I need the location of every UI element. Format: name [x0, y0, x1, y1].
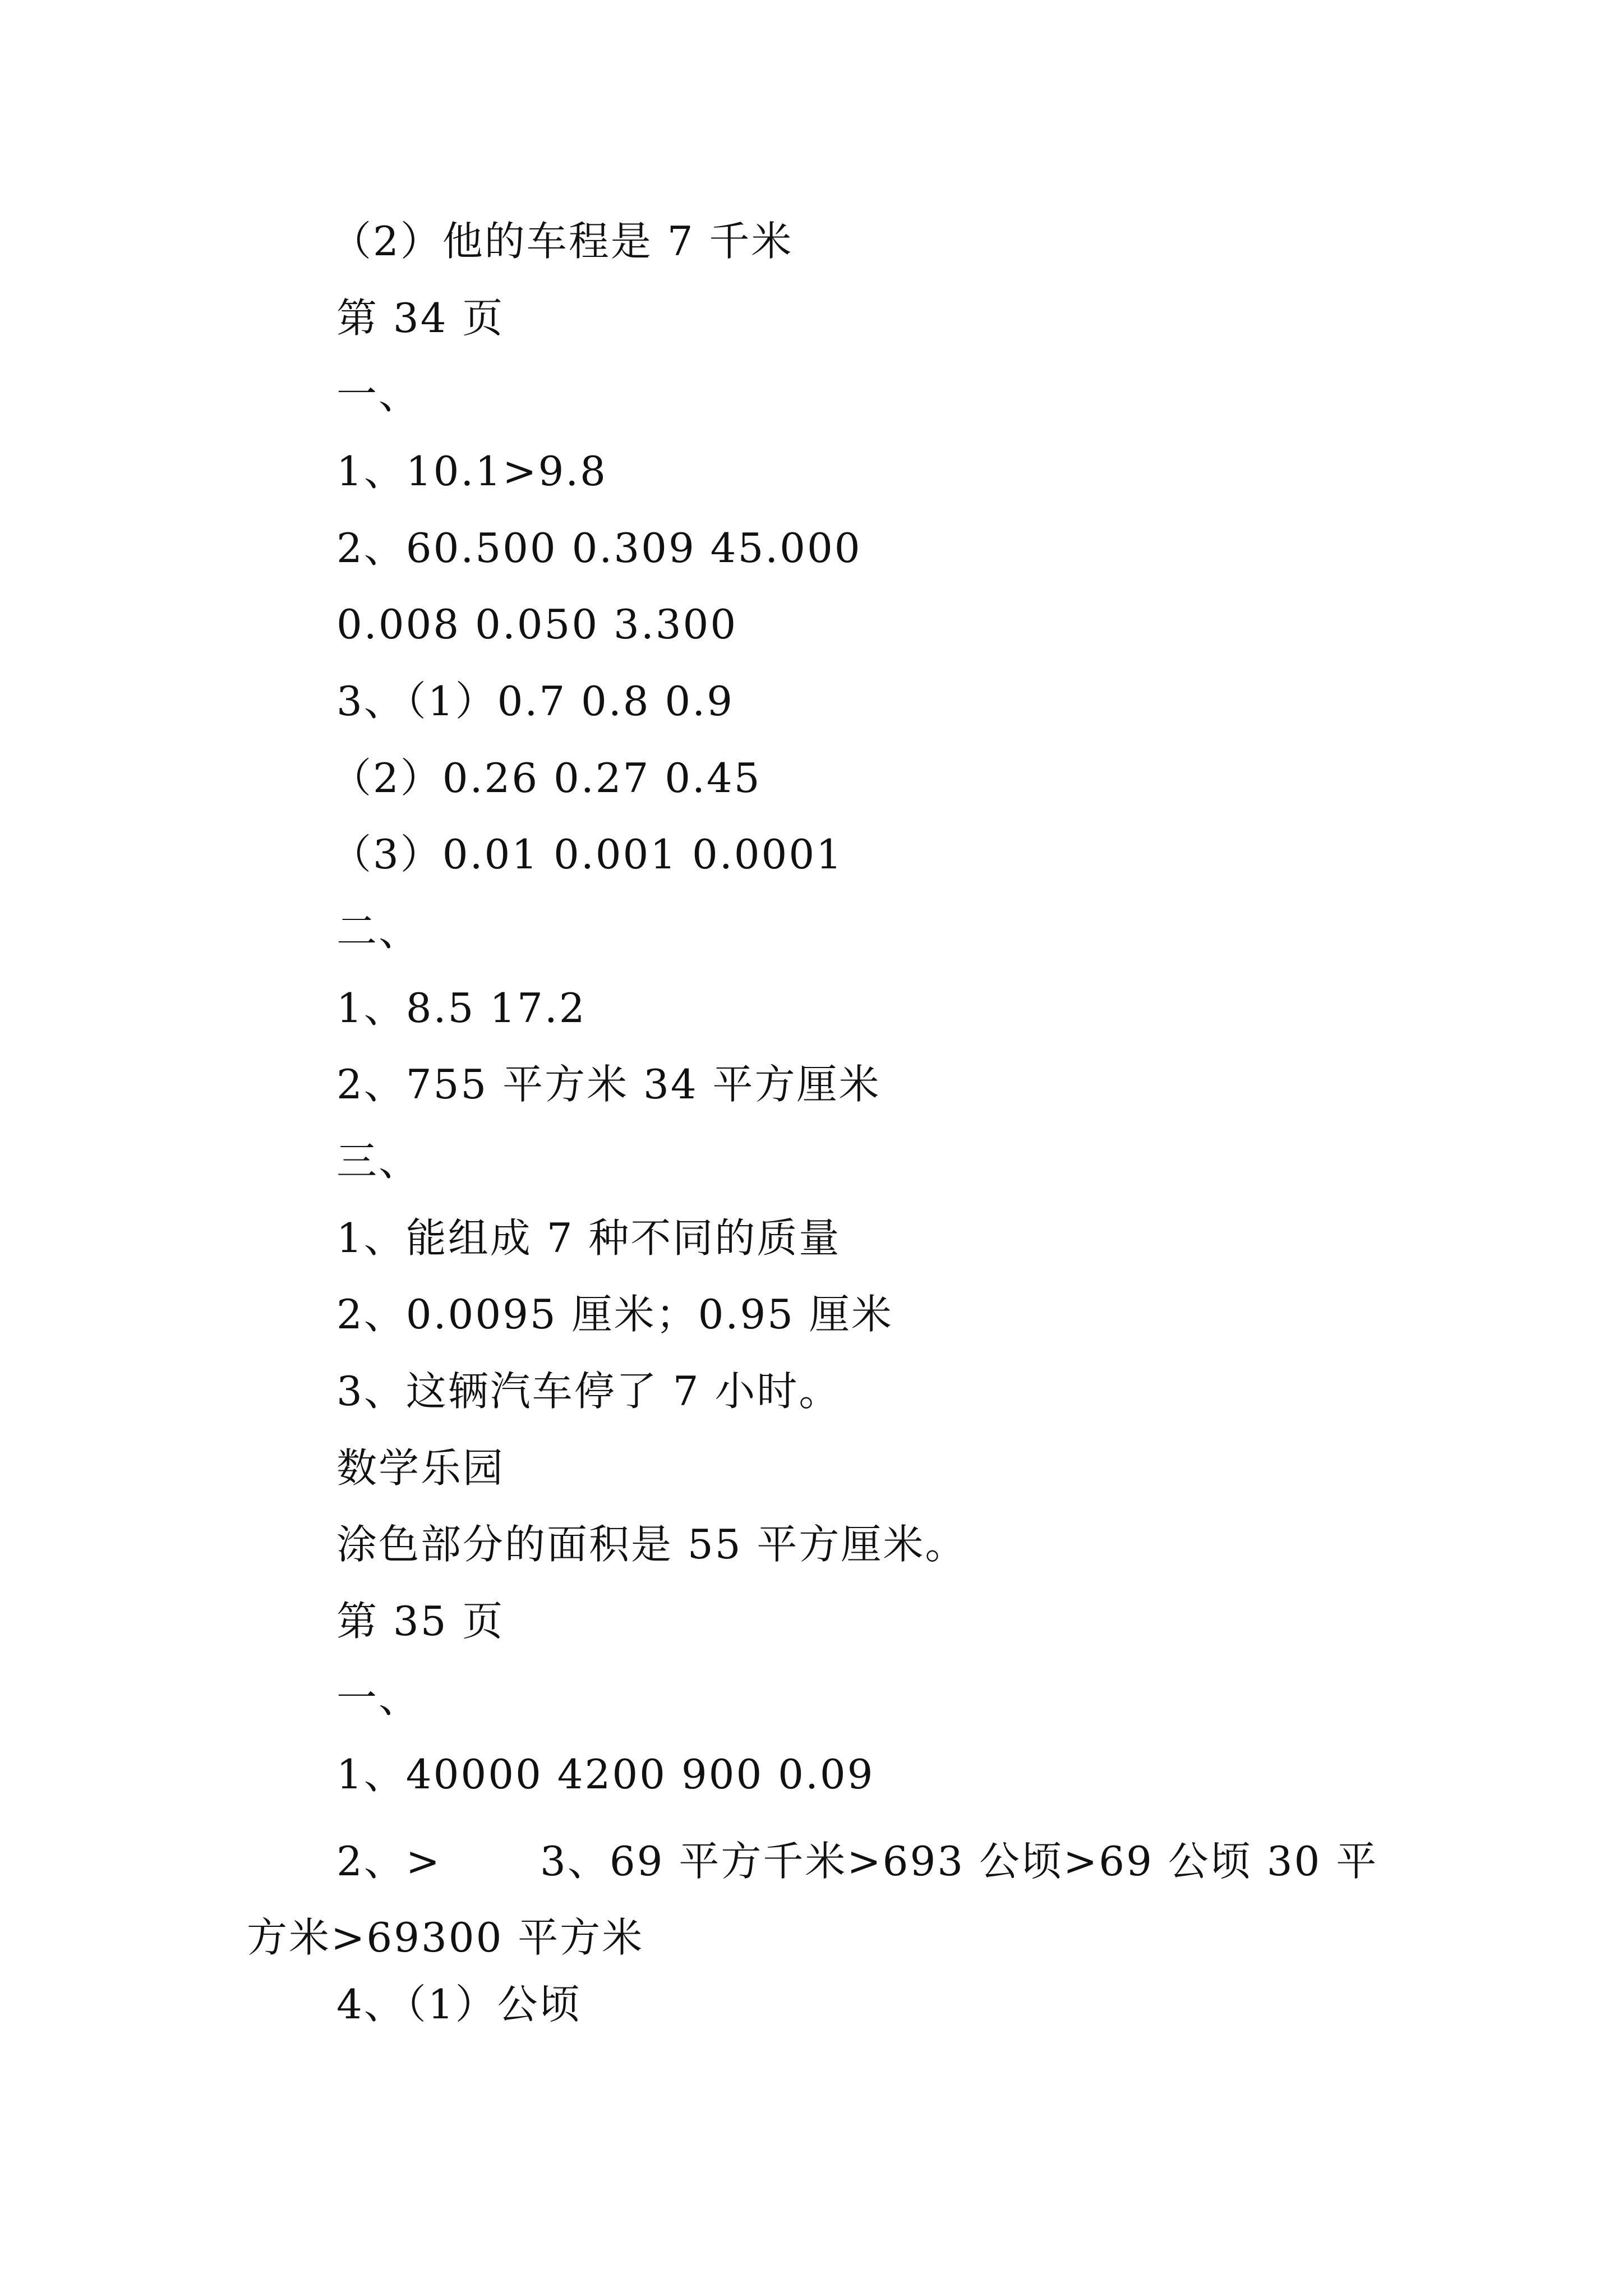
section-heading: 数学乐园: [336, 1444, 505, 1492]
answer-line: 3、这辆汽车停了 7 小时。: [336, 1368, 841, 1415]
answer-line: 2、0.0095 厘米；0.95 厘米: [336, 1291, 893, 1338]
answer-line: 2、60.500 0.309 45.000: [336, 524, 862, 572]
answer-line: （2）他的车程是 7 千米: [331, 218, 794, 265]
page-heading: 第 34 页: [336, 295, 505, 342]
section-heading: 一、: [336, 371, 421, 418]
answer-line: 3、（1）0.7 0.8 0.9: [336, 678, 734, 725]
answer-line: 1、能组成 7 种不同的质量: [336, 1214, 841, 1262]
answer-line: 1、10.1>9.8: [336, 448, 607, 495]
page-heading: 第 35 页: [336, 1598, 505, 1645]
section-heading: 二、: [336, 908, 421, 955]
answer-line: 4、（1）公顷: [336, 1981, 582, 2028]
section-heading: 一、: [336, 1674, 421, 1722]
answer-line: 1、40000 4200 900 0.09: [336, 1751, 875, 1798]
answer-line: 2、755 平方米 34 平方厘米: [336, 1061, 881, 1108]
answer-line: 涂色部分的面积是 55 平方厘米。: [336, 1521, 967, 1568]
answer-line: 0.008 0.050 3.300: [336, 601, 738, 648]
section-heading: 三、: [336, 1138, 421, 1185]
answer-line: 1、8.5 17.2: [336, 984, 587, 1032]
answer-line: （3）0.01 0.001 0.0001: [331, 831, 843, 878]
answer-paragraph: 2、> 3、69 平方千米>693 公顷>69 公顷 30 平方米>69300 平方米: [247, 1838, 1378, 1961]
answer-line: （2）0.26 0.27 0.45: [331, 754, 762, 802]
